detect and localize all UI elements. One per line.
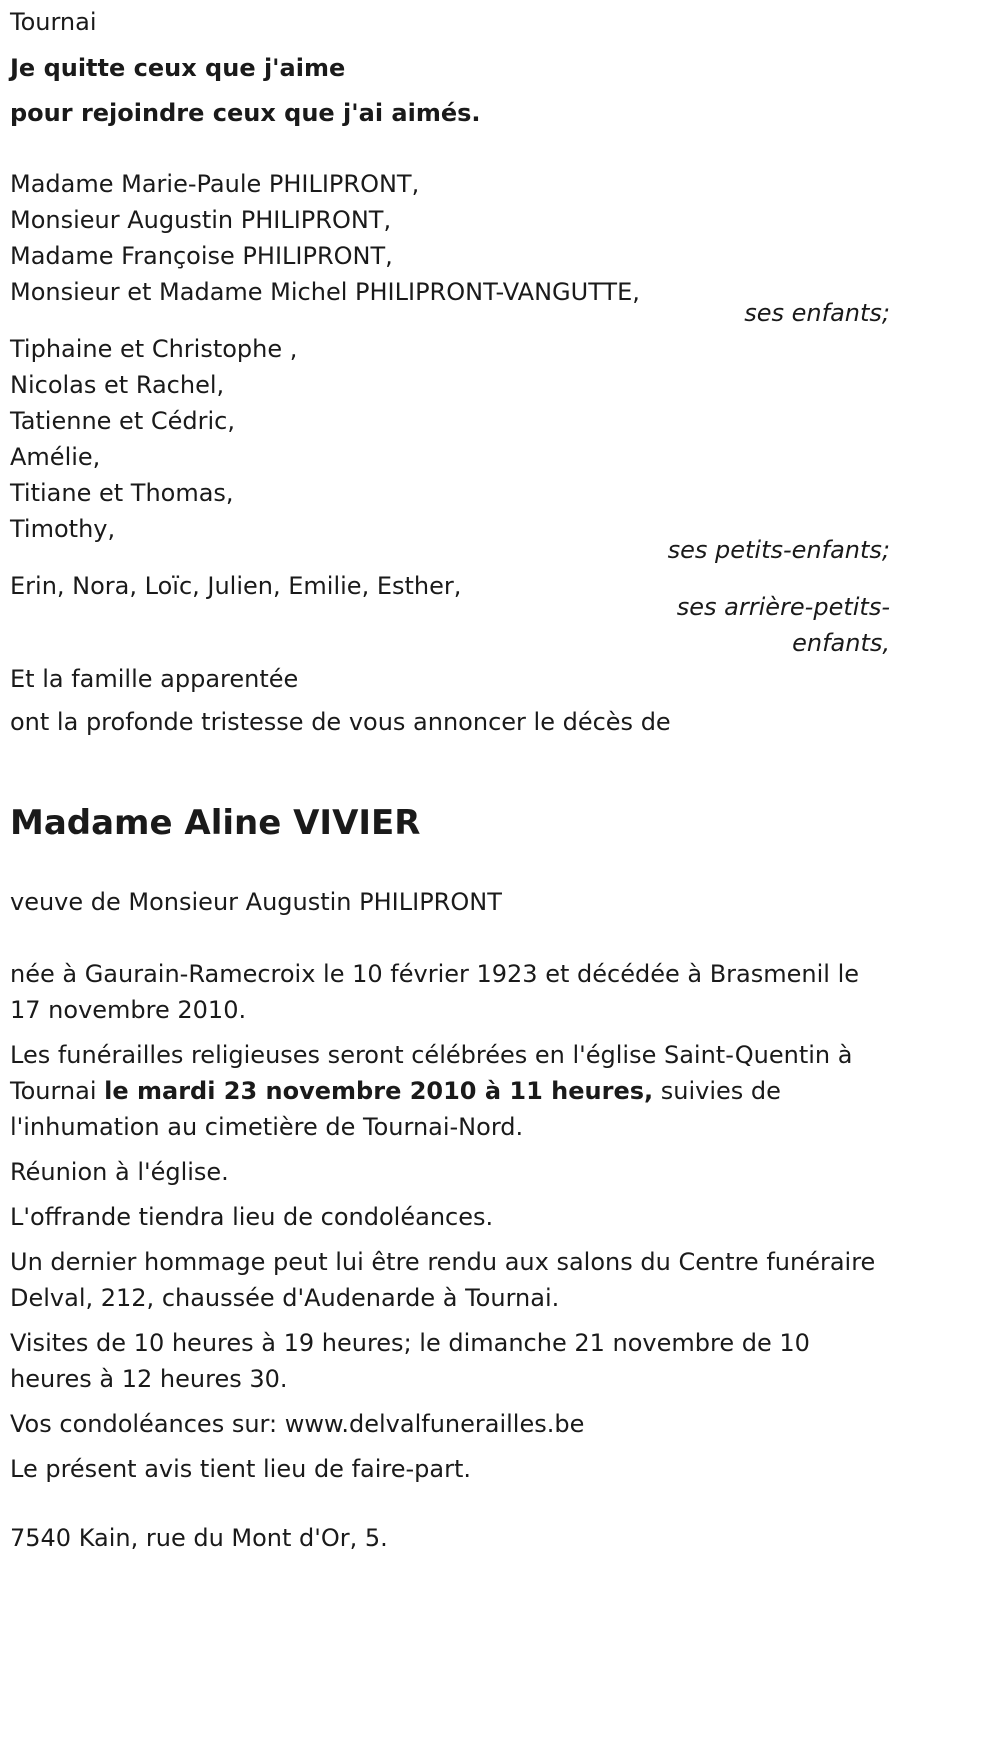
condolences: Vos condoléances sur: www.delvalfunerailles.be bbox=[10, 1410, 585, 1438]
city-line bbox=[10, 4, 890, 40]
list-item: Madame Françoise PHILIPRONT, bbox=[10, 242, 393, 270]
quote bbox=[10, 50, 890, 131]
family: Et la famille apparentée bbox=[10, 665, 299, 693]
list-item: Titiane et Thomas, bbox=[10, 479, 234, 507]
address-line bbox=[10, 1520, 890, 1556]
list-item: Timothy, bbox=[10, 515, 116, 543]
great-grandchildren-label-2: enfants, bbox=[792, 629, 890, 657]
list-item: Madame Marie-Paule PHILIPRONT, bbox=[10, 170, 420, 198]
list-item: Monsieur et Madame Michel PHILIPRONT-VANGUTTE, bbox=[10, 278, 640, 306]
list-item: Tatienne et Cédric, bbox=[10, 407, 235, 435]
address: 7540 Kain, rue du Mont d'Or, 5. bbox=[10, 1524, 388, 1552]
details bbox=[10, 956, 890, 1487]
visits: Visites de 10 heures à 19 heures; le dimanche 21 novembre de 10 heures à 12 heures 30. bbox=[10, 1329, 810, 1393]
funeral-text-2: suivies de l'inhumation au cimetière de Tournai-Nord. bbox=[10, 1077, 781, 1141]
funeral-text-1: Les funérailles religieuses seront célébrées en l'église Saint-Quentin à Tournai bbox=[10, 1041, 853, 1105]
funeral-paragraph bbox=[10, 1037, 890, 1145]
meeting: Réunion à l'église. bbox=[10, 1158, 229, 1186]
notice: Le présent avis tient lieu de faire-part. bbox=[10, 1455, 472, 1483]
list-item: Amélie, bbox=[10, 443, 101, 471]
great-grandchildren-label-1: ses arrière-petits- bbox=[676, 593, 890, 621]
quote-line-1: Je quitte ceux que j'aime bbox=[10, 54, 346, 82]
city: Tournai bbox=[10, 8, 97, 36]
birth-death: née à Gaurain-Ramecroix le 10 février 1923 et décédée à Brasmenil le 17 novembre 2010. bbox=[10, 960, 859, 1024]
children-list bbox=[10, 166, 890, 310]
children-label: ses enfants; bbox=[744, 299, 890, 327]
deceased-name: Madame Aline VIVIER bbox=[10, 803, 421, 843]
list-item: Monsieur Augustin PHILIPRONT, bbox=[10, 206, 392, 234]
widow-line bbox=[10, 884, 890, 920]
quote-line-2: pour rejoindre ceux que j'ai aimés. bbox=[10, 99, 481, 127]
homage: Un dernier hommage peut lui être rendu aux salons du Centre funéraire Delval, 212, chaussée d'Audenarde à Tournai. bbox=[10, 1248, 876, 1312]
deceased-name-block bbox=[10, 800, 890, 846]
grandchildren-list bbox=[10, 331, 890, 547]
funeral-date: le mardi 23 novembre 2010 à 11 heures, bbox=[104, 1077, 654, 1105]
offering: L'offrande tiendra lieu de condoléances. bbox=[10, 1203, 494, 1231]
announce-line bbox=[10, 704, 890, 740]
family-line bbox=[10, 661, 890, 697]
announce: ont la profonde tristesse de vous annoncer le décès de bbox=[10, 708, 671, 736]
great-grandchildren-list: Erin, Nora, Loïc, Julien, Emilie, Esther, bbox=[10, 572, 462, 600]
widow-of: veuve de Monsieur Augustin PHILIPRONT bbox=[10, 888, 502, 916]
list-item: Tiphaine et Christophe , bbox=[10, 335, 298, 363]
grandchildren-label: ses petits-enfants; bbox=[667, 536, 890, 564]
list-item: Nicolas et Rachel, bbox=[10, 371, 225, 399]
